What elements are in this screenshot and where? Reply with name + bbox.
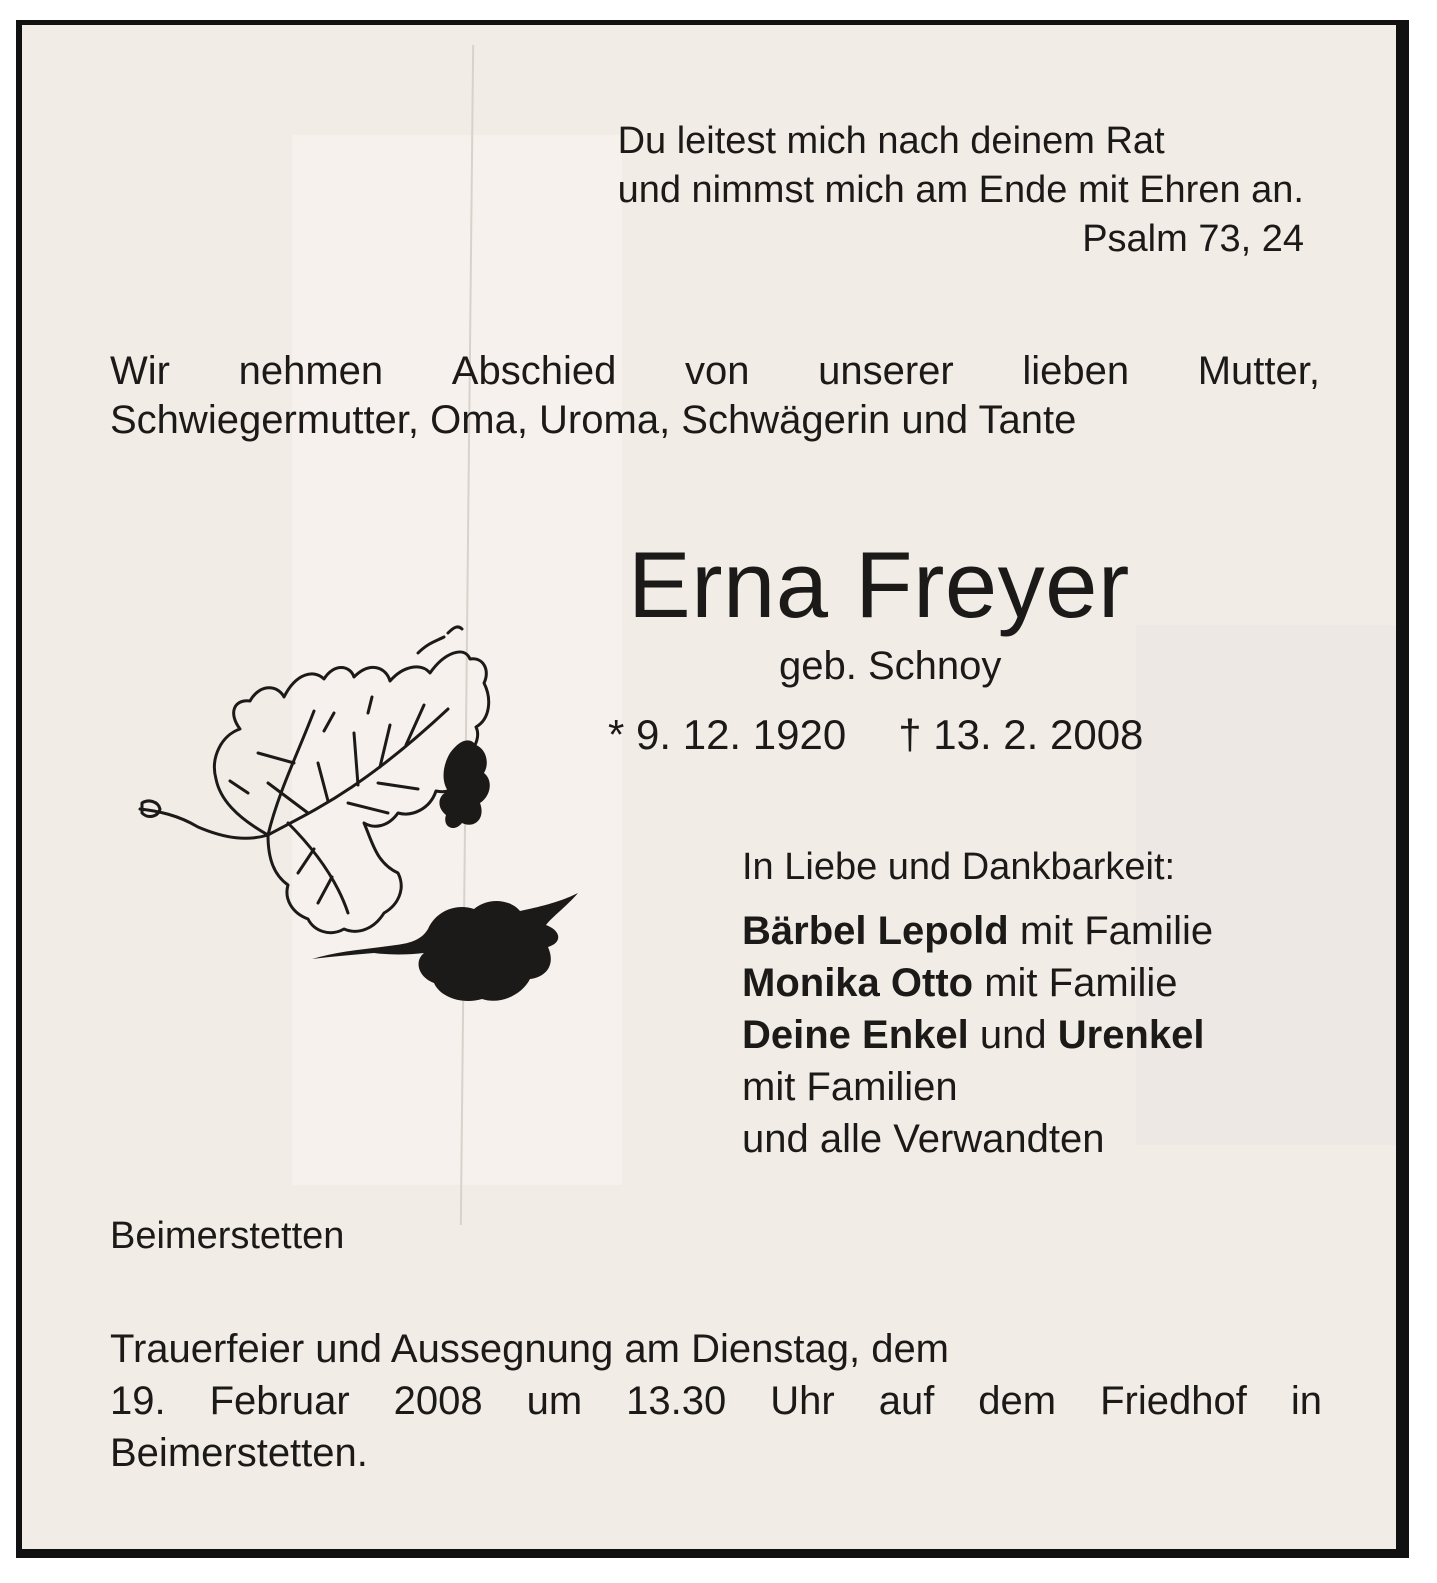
farewell-intro — [110, 347, 1320, 445]
intro-word: lieben — [1022, 349, 1130, 393]
funeral-details — [110, 1323, 1322, 1479]
mourners-list — [742, 905, 1213, 1165]
birth-name: geb. Schnoy — [779, 644, 1002, 688]
mourner-name: Bärbel Lepold — [742, 909, 1009, 953]
death-date: † 13. 2. 2008 — [898, 711, 1144, 758]
mourners-heading: In Liebe und Dankbarkeit: — [742, 846, 1176, 888]
psalm-verse — [618, 117, 1304, 264]
mourner-name: Deine Enkel — [742, 1013, 969, 1057]
funeral-word: 2008 — [393, 1379, 483, 1423]
mourner-name: Monika Otto — [742, 961, 974, 1005]
intro-word: Mutter, — [1197, 349, 1320, 393]
intro-word: Abschied — [451, 349, 617, 393]
deceased-name: Erna Freyer — [628, 532, 1130, 637]
funeral-line-1: Trauerfeier und Aussegnung am Dienstag, dem — [110, 1327, 950, 1371]
funeral-word: Uhr — [770, 1379, 835, 1423]
funeral-word: Friedhof — [1100, 1379, 1247, 1423]
intro-line-1 — [110, 347, 1320, 396]
autumn-leaf-illustration — [118, 613, 578, 1013]
psalm-line-2: und nimmst mich am Ende mit Ehren an. — [617, 169, 1304, 211]
mourner-row — [742, 1009, 1213, 1061]
mourner-row — [742, 957, 1213, 1009]
funeral-line-3: Beimerstetten. — [110, 1431, 368, 1475]
intro-word: unserer — [818, 349, 954, 393]
funeral-word: 13.30 — [626, 1379, 727, 1423]
birth-date: * 9. 12. 1920 — [608, 711, 847, 758]
mourner-row: mit Familien — [742, 1065, 958, 1109]
place-name: Beimerstetten — [110, 1215, 345, 1257]
intro-word: von — [684, 349, 750, 393]
mourner-connector: und — [968, 1013, 1058, 1057]
mourner-suffix: mit Familie — [973, 961, 1178, 1005]
funeral-line-2 — [110, 1375, 1322, 1427]
intro-line-2: Schwiegermutter, Oma, Uroma, Schwägerin und Tante — [110, 398, 1077, 442]
funeral-word: auf — [878, 1379, 935, 1423]
psalm-line-1: Du leitest mich nach deinem Rat — [617, 120, 1165, 162]
funeral-word: um — [526, 1379, 583, 1423]
obituary-notice — [16, 20, 1409, 1558]
psalm-reference: Psalm 73, 24 — [1082, 218, 1304, 260]
funeral-word: 19. — [110, 1379, 166, 1423]
funeral-word: Februar — [209, 1379, 350, 1423]
intro-word: Wir — [110, 349, 170, 393]
mourner-row: und alle Verwandten — [742, 1117, 1105, 1161]
funeral-word: in — [1290, 1379, 1322, 1423]
mourner-row — [742, 905, 1213, 957]
life-dates — [608, 709, 1143, 761]
mourner-suffix: mit Familie — [1008, 909, 1214, 953]
intro-word: nehmen — [238, 349, 384, 393]
funeral-word: dem — [978, 1379, 1057, 1423]
mourner-name: Urenkel — [1057, 1013, 1205, 1057]
